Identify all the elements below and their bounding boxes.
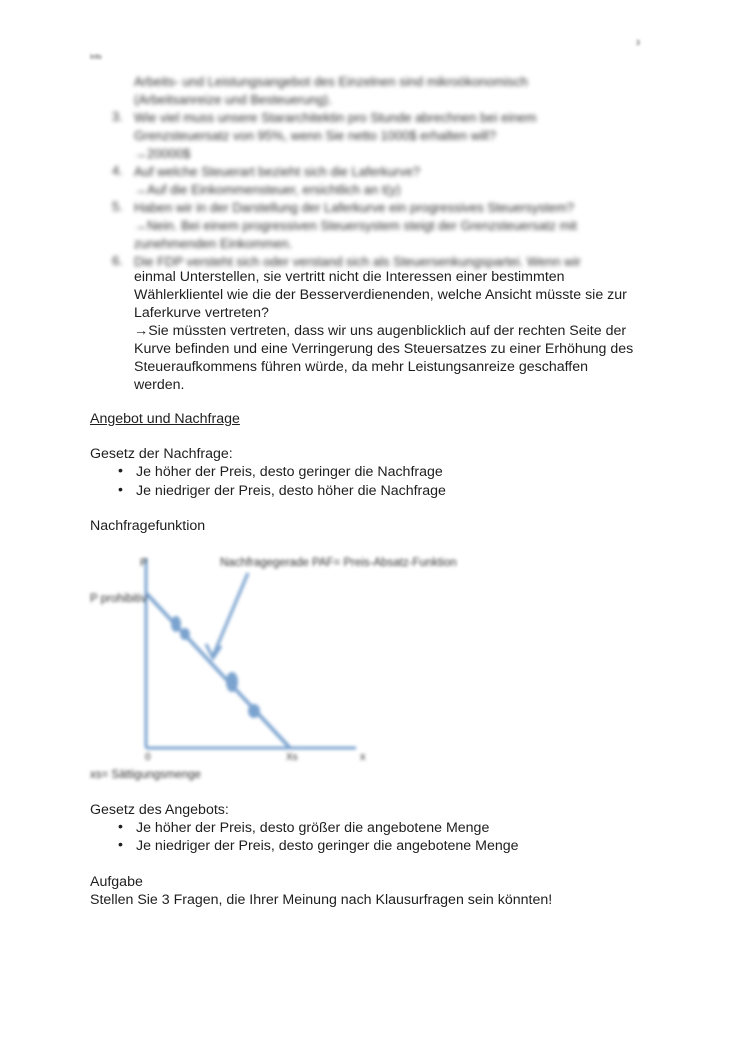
annotation-arrow <box>213 573 248 656</box>
question-number: 3. <box>112 109 123 124</box>
bullet-dot: • <box>118 819 123 835</box>
task-text: Stellen Sie 3 Fragen, die Ihrer Meinung nach Klausurfragen sein könnten! <box>90 892 553 908</box>
demand-bullet: Je niedriger der Preis, desto höher die Nachfrage <box>136 483 446 499</box>
question-text: Haben wir in der Darstellung der Laferkurve ein progressives Steuersystem? <box>134 200 575 215</box>
point-marker <box>171 616 181 632</box>
question-number: 4. <box>112 163 123 178</box>
y-axis-label: P <box>140 557 148 569</box>
x-axis-label: x <box>360 751 366 763</box>
supply-bullet: Je niedriger der Preis, desto geringer die angebotene Menge <box>136 838 519 854</box>
bullet-dot: • <box>118 463 123 479</box>
supply-bullet: Je höher der Preis, desto größer die angebotene Menge <box>136 820 490 836</box>
question-intro-line: Arbeits- und Leistungsangebot des Einzelnen sind mikroökonomisch <box>134 74 528 89</box>
task-title: Aufgabe <box>90 874 143 890</box>
demand-line-annotation: Nachfragegerade PAF= Preis-Absatz-Funktion <box>220 557 457 569</box>
question-number: 6. <box>112 253 123 268</box>
prohibitive-price-label: P prohibitiv <box>90 593 147 605</box>
question-text: Laferkurve vertreten? <box>134 305 269 321</box>
question-number: 5. <box>112 199 123 214</box>
answer-text: →Sie müssten vertreten, dass wir uns augenblicklich auf der rechten Seite der <box>134 323 627 339</box>
answer-text: →Auf die Einkommensteuer, ersichtlich an t(y) <box>134 182 401 197</box>
answer-text: →20000$ <box>134 146 191 161</box>
question-text: Die FDP versteht sich oder verstand sich als Steuersenkungspartei. Wenn wir <box>134 254 581 269</box>
point-marker <box>226 672 238 692</box>
point-marker <box>180 628 190 640</box>
supply-law-title: Gesetz des Angebots: <box>90 802 229 818</box>
question-text: Wie viel muss unsere Stararchitektin pro Stunde abrechnen bei einem <box>134 110 537 125</box>
answer-text: →Nein. Bei einem progressiven Steuersystem steigt der Grenzsteuersatz mit <box>134 218 577 233</box>
question-text: einmal Unterstellen, sie vertritt nicht die Interessen einer bestimmten <box>134 269 565 285</box>
answer-text: Kurve befinden und eine Verringerung des Steuersatzes zu einer Erhöhung des <box>134 341 634 357</box>
demand-diagram <box>88 548 457 788</box>
point-marker <box>248 704 260 718</box>
answer-text: zunehmenden Einkommen. <box>134 236 293 251</box>
question-text: Auf welche Steuerart bezieht sich die Laferkurve? <box>134 164 421 179</box>
answer-text: Steueraufkommens führen würde, da mehr Leistungsanreize geschaffen <box>134 359 589 375</box>
demand-bullet: Je höher der Preis, desto geringer die Nachfrage <box>136 464 443 480</box>
x-intercept-label: Xs <box>286 752 298 763</box>
saturation-label: xs= Sättigungsmenge <box>90 769 201 781</box>
header-left-mark: Info <box>90 54 102 61</box>
question-text: Wählerklientel wie die der Besserverdienenden, welche Ansicht müsste sie zur <box>134 287 627 303</box>
question-intro-line: (Arbeitsanreize und Besteuerung). <box>134 92 333 107</box>
bullet-dot: • <box>118 837 123 853</box>
bullet-dot: • <box>118 482 123 498</box>
demand-line <box>146 593 290 748</box>
answer-text: werden. <box>134 377 185 393</box>
demand-law-title: Gesetz der Nachfrage: <box>90 446 233 462</box>
demand-function-title: Nachfragefunktion <box>90 518 206 534</box>
page-number: 3 <box>636 40 640 47</box>
question-text: Grenzsteuersatz von 95%, wenn Sie netto 1000$ erhalten will? <box>134 128 497 143</box>
section-heading: Angebot und Nachfrage <box>90 411 240 427</box>
origin-label: 0 <box>145 752 151 763</box>
